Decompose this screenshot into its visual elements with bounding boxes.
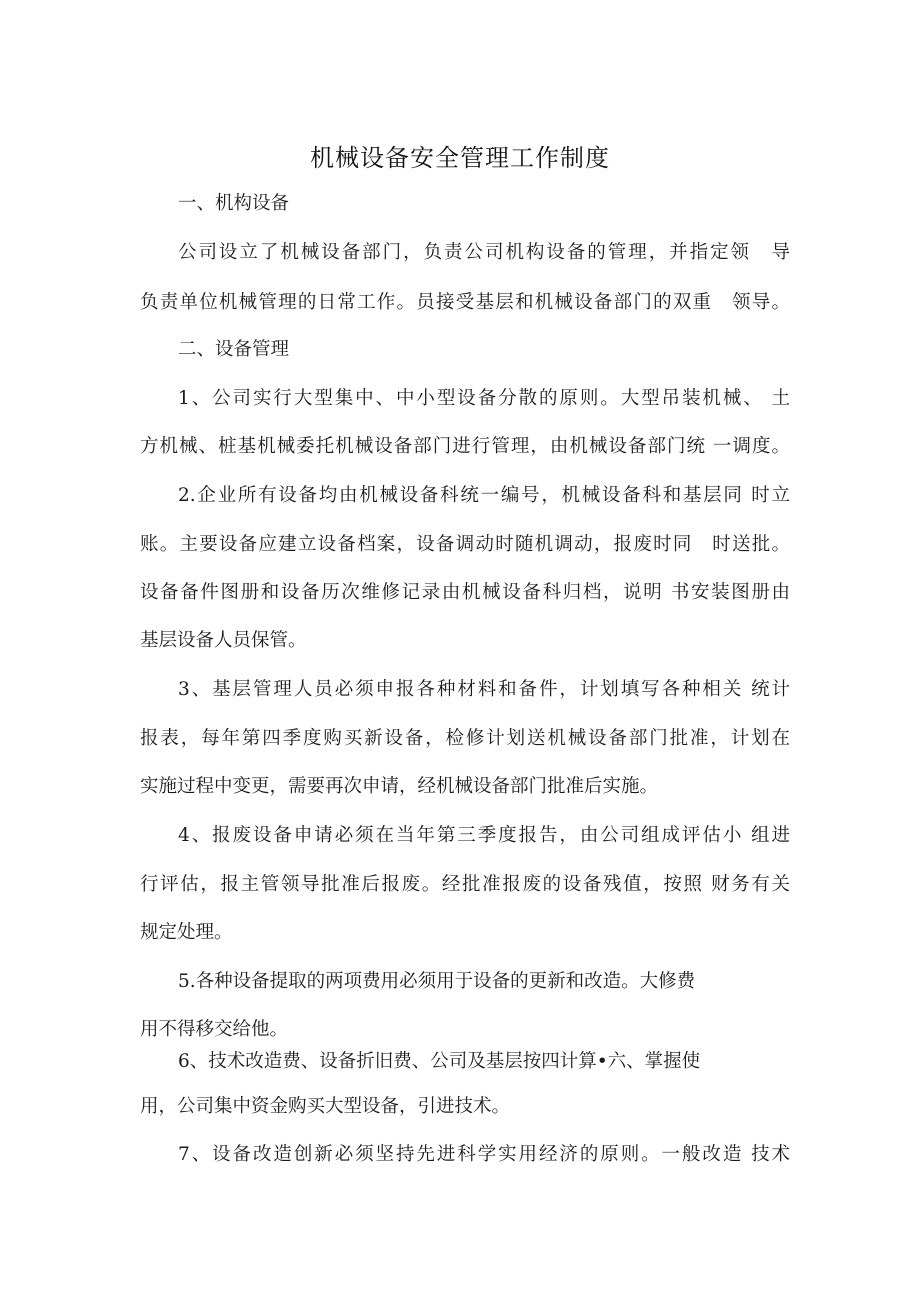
paragraph-line: 2.企业所有设备均由机械设备科统一编号，机械设备科和基层同 时立 bbox=[178, 485, 790, 506]
section-heading-organization: 一、机构设备 bbox=[178, 193, 290, 214]
paragraph-line: 7、设备改造创新必须坚持先进科学实用经济的原则。一般改造 技术 bbox=[178, 1144, 790, 1165]
paragraph-line: 1、公司实行大型集中、中小型设备分散的原则。大型吊装机械、 土 bbox=[178, 388, 790, 409]
paragraph-line: 行评估，报主管领导批准后报废。经批准报废的设备残值，按照 财务有关 bbox=[140, 874, 790, 895]
paragraph-line: 用不得移交给他。 bbox=[140, 1019, 289, 1040]
document-title: 机械设备安全管理工作制度 bbox=[310, 144, 610, 172]
paragraph-line: 账。主要设备应建立设备档案，设备调动时随机调动，报废时同 时送批。 bbox=[140, 534, 790, 555]
paragraph-line: 实施过程中变更，需要再次申请，经机械设备部门批准后实施。 bbox=[140, 776, 659, 797]
paragraph-line: 公司设立了机械设备部门，负责公司机构设备的管理，并指定领 导 bbox=[178, 242, 790, 263]
paragraph-line: 4、报废设备申请必须在当年第三季度报告，由公司组成评估小 组进 bbox=[178, 825, 790, 846]
paragraph-line: 负责单位机械管理的日常工作。员接受基层和机械设备部门的双重 领导。 bbox=[140, 292, 790, 313]
paragraph-line: 方机械、桩基机械委托机械设备部门进行管理，由机械设备部门统 一调度。 bbox=[140, 436, 790, 457]
paragraph-line: 用，公司集中资金购买大型设备，引进技术。 bbox=[140, 1096, 511, 1117]
paragraph-line: 报表，每年第四季度购买新设备，检修计划送机械设备部门批准，计划在 bbox=[140, 728, 790, 749]
paragraph-line: 规定处理。 bbox=[140, 922, 233, 943]
paragraph-line: 设备备件图册和设备历次维修记录由机械设备科归档，说明 书安装图册由 bbox=[140, 582, 790, 603]
section-heading-equipment: 二、设备管理 bbox=[178, 339, 290, 360]
paragraph-line: 6、技术改造费、设备折旧费、公司及基层按四计算•六、掌握使 bbox=[178, 1051, 701, 1072]
paragraph-line: 3、基层管理人员必须申报各种材料和备件，计划填写各种相关 统计 bbox=[178, 679, 790, 700]
paragraph-line: 5.各种设备提取的两项费用必须用于设备的更新和改造。大修费 bbox=[178, 971, 696, 992]
paragraph-line: 基层设备人员保管。 bbox=[140, 630, 307, 651]
